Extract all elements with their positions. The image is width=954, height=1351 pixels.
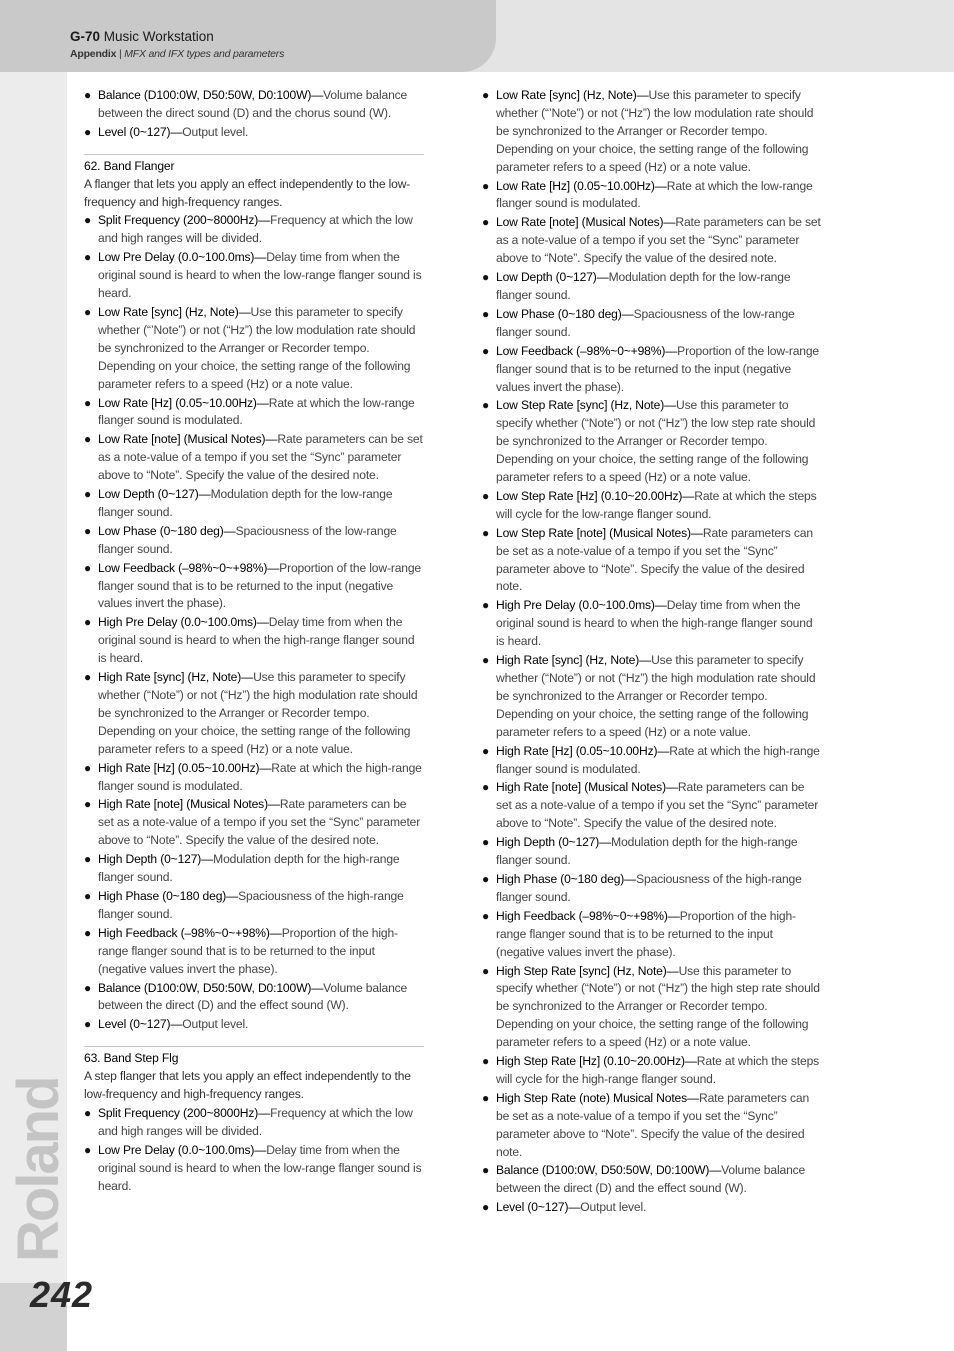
param-name: Level (0~127)— [496,1200,581,1215]
param-name: Balance (D100:0W, D50:50W, D0:100W)— [496,1163,722,1178]
bullet-icon: ● [84,88,92,102]
param-name: High Rate [sync] (Hz, Note)— [496,653,652,668]
bullet-icon: ● [84,1105,92,1120]
param-description: Rate at which the low-range flanger sound is modulated. [98,395,415,428]
breadcrumb-subsection: MFX and IFX types and parameters [124,48,285,60]
bullet-icon: ● [482,525,490,540]
param-name: High Pre Delay (0.0~100.0ms)— [98,615,269,630]
bullet-icon: ● [482,908,490,923]
product-title [70,29,214,44]
breadcrumb-separator: | [116,48,125,60]
param-name: Low Rate [note] (Musical Notes)— [496,215,676,230]
param-name: Low Phase (0~180 deg)— [496,306,634,321]
param-description: Delay time from when the original sound is heard to when the high-range flanger sound is heard. [496,598,813,649]
bullet-icon: ● [84,1017,92,1032]
param-description: Spaciousness of the low-range flanger sound. [496,306,795,339]
param-item [482,834,822,870]
param-name: Low Rate [sync] (Hz, Note)— [496,88,649,102]
brand-logo: Roland [6,1077,71,1262]
param-description: Delay time from when the original sound is heard to when the low-range flanger sound is heard. [98,250,422,301]
param-item [84,851,424,887]
param-item [84,523,424,559]
param-item [482,652,822,742]
param-name: High Step Rate [sync] (Hz, Note)— [496,963,679,978]
bullet-icon: ● [482,398,490,413]
param-item [84,304,424,394]
param-name: Low Rate [Hz] (0.05~10.00Hz)— [98,395,269,410]
param-name: High Rate [note] (Musical Notes)— [98,797,280,812]
param-description: Spaciousness of the high-range flanger sound. [98,888,404,921]
bullet-icon: ● [482,488,490,503]
bullet-icon: ● [84,523,92,538]
bullet-icon: ● [84,487,92,502]
param-name: Low Depth (0~127)— [496,270,609,285]
param-description: Rate at which the low-range flanger sound is modulated. [496,178,813,211]
param-item [84,212,424,248]
param-description: Rate at which the steps will cycle for the high-range flanger sound. [496,1054,820,1086]
param-description: Output level. [182,124,249,139]
param-item [84,888,424,924]
param-item [482,306,822,342]
param-description: Volume balance between the direct sound (D) and the chorus sound (W). [98,88,408,120]
param-name: Low Step Rate [note] (Musical Notes)— [496,525,703,540]
bullet-icon: ● [482,306,490,321]
effect-section [84,1046,424,1195]
param-item [84,486,424,522]
param-description: Proportion of the high-range flanger sound that is to be returned to the input (negative values invert the phase). [98,925,398,976]
param-item [482,343,822,397]
bullet-icon: ● [84,1142,92,1157]
param-item [482,1053,822,1089]
param-name: High Rate [sync] (Hz, Note)— [98,670,254,685]
param-name: Low Rate [Hz] (0.05~10.00Hz)— [496,178,667,193]
param-item [84,614,424,668]
param-item [84,669,424,759]
param-description: Rate parameters can be set as a note-value of a tempo if you set the “Sync” parameter above to “Note”. Specify the value of the desired note. [98,797,421,848]
param-name: Low Pre Delay (0.0~100.0ms)— [98,250,267,265]
param-name: Low Pre Delay (0.0~100.0ms)— [98,1142,267,1157]
param-description: Rate parameters can be set as a note-value of a tempo if you set the “Sync” parameter above to “Note”. Specify the value of the desired note. [496,215,821,266]
param-name: High Feedback (–98%~0~+98%)— [98,925,282,940]
param-name: Low Depth (0~127)— [98,487,211,502]
param-name: High Rate [Hz] (0.05~10.00Hz)— [496,743,670,758]
bullet-icon: ● [84,304,92,319]
param-name: Low Feedback (–98%~0~+98%)— [98,560,280,575]
param-description: Rate at which the steps will cycle for the low-range flanger sound. [496,488,817,521]
bullet-icon: ● [482,1163,490,1178]
param-description: Proportion of the high-range flanger sound that is to be returned to the input (negative values invert the phase). [496,908,796,959]
bullet-icon: ● [482,743,490,758]
param-name: Balance (D100:0W, D50:50W, D0:100W)— [98,88,324,102]
param-name: High Depth (0~127)— [496,835,612,850]
bullet-icon: ● [482,780,490,795]
param-name: High Pre Delay (0.0~100.0ms)— [496,598,667,613]
param-description: Rate parameters can be set as a note-value of a tempo if you set the “Sync” parameter above to “Note”. Specify the value of the desired note. [496,525,813,594]
param-description: Rate at which the high-range flanger sound is modulated. [98,760,422,793]
param-name: Low Rate [sync] (Hz, Note)— [98,304,251,319]
param-description: Use this parameter to specify whether (“Note”) or not (“Hz”) the high modulation rate should be synchronized to the Arranger or Recorder tempo. Depending on your choice, the setting range of the following parameter refers to a speed (Hz) or a note value. [98,670,418,756]
page-number: 242 [30,1274,94,1315]
param-name: High Step Rate (note) Musical Notes— [496,1090,699,1105]
section-description: A flanger that lets you apply an effect independently to the low-frequency and high-frequency ranges. [84,176,411,209]
bullet-icon: ● [84,250,92,265]
param-item [84,560,424,614]
bullet-icon: ● [84,432,92,447]
section-title: 62. Band Flanger [84,158,175,173]
section-description: A step flanger that lets you apply an effect independently to the low-frequency and high-frequency ranges. [84,1069,411,1102]
param-description: Delay time from when the original sound is heard to when the low-range flanger sound is heard. [98,1142,422,1193]
breadcrumb-section: Appendix [70,48,117,60]
param-item [482,871,822,907]
param-description: Spaciousness of the high-range flanger sound. [496,871,802,904]
model-name: G-70 [70,29,101,44]
param-name: High Feedback (–98%~0~+98%)— [496,908,680,923]
bullet-icon: ● [482,835,490,850]
param-description: Use this parameter to specify whether (“Note”) or not (“Hz”) the high modulation rate should be synchronized to the Arranger or Recorder tempo. Depending on your choice, the setting range of the following parameter refers to a speed (Hz) or a note value. [496,653,816,739]
bullet-icon: ● [84,888,92,903]
param-item [482,1199,822,1217]
param-description: Volume balance between the direct (D) and the effect sound (W). [496,1163,806,1196]
param-name: Level (0~127)— [98,124,183,139]
param-item [84,925,424,979]
param-description: Use this parameter to specify whether (“Note”) or not (“Hz”) the low step rate should be synchronized to the Arranger or Recorder tempo. Depending on your choice, the setting range of the following parameter refers to a speed (Hz) or a note value. [496,398,816,485]
param-item [84,395,424,431]
param-item [84,1016,424,1034]
param-name: Level (0~127)— [98,1017,183,1032]
param-name: Low Phase (0~180 deg)— [98,523,236,538]
param-name: Balance (D100:0W, D50:50W, D0:100W)— [98,980,324,995]
param-item [84,124,424,142]
param-description: Modulation depth for the high-range flanger sound. [496,835,798,868]
param-description: Volume balance between the direct (D) and the effect sound (W). [98,980,408,1013]
param-item [482,908,822,962]
bullet-icon: ● [482,1090,490,1105]
param-description: Modulation depth for the low-range flanger sound. [98,487,393,519]
param-description: Modulation depth for the low-range flanger sound. [496,270,791,302]
param-name: Split Frequency (200~8000Hz)— [98,1105,271,1120]
param-description: Use this parameter to specify whether (“’Note”) or not (“Hz”) the low modulation rate should be synchronized to the Arranger or Recorder tempo. Depending on your choice, the setting range of the following parameter refers to a speed (Hz) or a note value. [496,88,814,174]
param-description: Rate parameters can be set as a note-value of a tempo if you set the “Sync” parameter above to “Note”. Specify the value of the desired note. [496,780,819,831]
bullet-icon: ● [84,670,92,685]
param-description: Delay time from when the original sound is heard to when the high-range flanger sound is heard. [98,615,415,666]
left-column [84,87,424,1196]
bullet-icon: ● [84,213,92,228]
param-description: Spaciousness of the low-range flanger sound. [98,523,397,556]
bullet-icon: ● [84,760,92,775]
bullet-icon: ● [482,215,490,230]
param-item [482,1090,822,1162]
bullet-icon: ● [84,852,92,867]
bullet-icon: ● [84,124,92,139]
bullet-icon: ● [482,270,490,285]
param-description: Rate at which the high-range flanger sound is modulated. [496,743,820,776]
param-name: High Rate [Hz] (0.05~10.00Hz)— [98,760,272,775]
param-item [84,1142,424,1196]
param-name: Low Feedback (–98%~0~+98%)— [496,343,678,358]
param-description: Output level. [182,1017,249,1032]
bullet-icon: ● [482,963,490,978]
bullet-icon: ● [482,598,490,613]
bullet-icon: ● [482,653,490,668]
breadcrumb [70,48,284,60]
param-description: Rate parameters can be set as a note-value of a tempo if you set the “Sync” parameter above to “Note”. Specify the value of the desired note. [496,1090,810,1159]
right-column [482,87,822,1218]
param-item [482,743,822,779]
bullet-icon: ● [482,88,490,102]
param-item [482,87,822,177]
bullet-icon: ● [482,1200,490,1215]
param-name: High Phase (0~180 deg)— [496,871,637,886]
bullet-icon: ● [482,1054,490,1069]
product-name: Music Workstation [100,29,214,44]
bullet-icon: ● [84,980,92,995]
param-name: Split Frequency (200~8000Hz)— [98,213,271,228]
bullet-icon: ● [84,395,92,410]
effect-section [84,154,424,1035]
param-item [482,397,822,487]
param-description: Use this parameter to specify whether (“’Note”) or not (“Hz”) the low modulation rate should be synchronized to the Arranger or Recorder tempo. Depending on your choice, the setting range of the following parameter refers to a speed (Hz) or a note value. [98,304,416,391]
param-description: Frequency at which the low and high ranges will be divided. [98,213,413,246]
param-item [482,214,822,268]
bullet-icon: ● [84,925,92,940]
param-description: Proportion of the low-range flanger sound that is to be returned to the input (negative values invert the phase). [98,560,422,611]
bullet-icon: ● [84,797,92,812]
param-description: Use this parameter to specify whether (“Note”) or not (“Hz”) the high step rate should be synchronized to the Arranger or Recorder tempo. Depending on your choice, the setting range of the following parameter refers to a speed (Hz) or a note value. [496,963,820,1050]
param-item [482,779,822,833]
param-item [84,431,424,485]
param-item [84,760,424,796]
bullet-icon: ● [84,560,92,575]
param-name: High Step Rate [Hz] (0.10~20.00Hz)— [496,1054,697,1069]
param-item [84,980,424,1016]
param-name: Low Step Rate [Hz] (0.10~20.00Hz)— [496,488,695,503]
param-item [84,87,424,123]
param-name: High Phase (0~180 deg)— [98,888,239,903]
param-item [482,963,822,1053]
bullet-icon: ● [84,615,92,630]
param-description: Rate parameters can be set as a note-value of a tempo if you set the “Sync” parameter above to “Note”. Specify the value of the desired note. [98,432,423,483]
param-item [482,1162,822,1198]
param-item [84,1105,424,1141]
bullet-icon: ● [482,178,490,193]
param-item [482,597,822,651]
param-name: Low Step Rate [sync] (Hz, Note)— [496,398,677,413]
param-description: Frequency at which the low and high ranges will be divided. [98,1105,413,1138]
param-description: Proportion of the low-range flanger sound that is to be returned to the input (negative values invert the phase). [496,343,820,394]
param-item [84,796,424,850]
bullet-icon: ● [482,343,490,358]
param-item [84,249,424,303]
param-name: Low Rate [note] (Musical Notes)— [98,432,278,447]
param-item [482,488,822,524]
param-item [482,178,822,214]
param-description: Modulation depth for the high-range flanger sound. [98,852,400,885]
param-item [482,269,822,305]
param-item [482,525,822,597]
bullet-icon: ● [482,871,490,886]
param-description: Output level. [580,1200,647,1215]
param-name: High Rate [note] (Musical Notes)— [496,780,678,795]
section-title: 63. Band Step Flg [84,1051,179,1066]
param-name: High Depth (0~127)— [98,852,214,867]
